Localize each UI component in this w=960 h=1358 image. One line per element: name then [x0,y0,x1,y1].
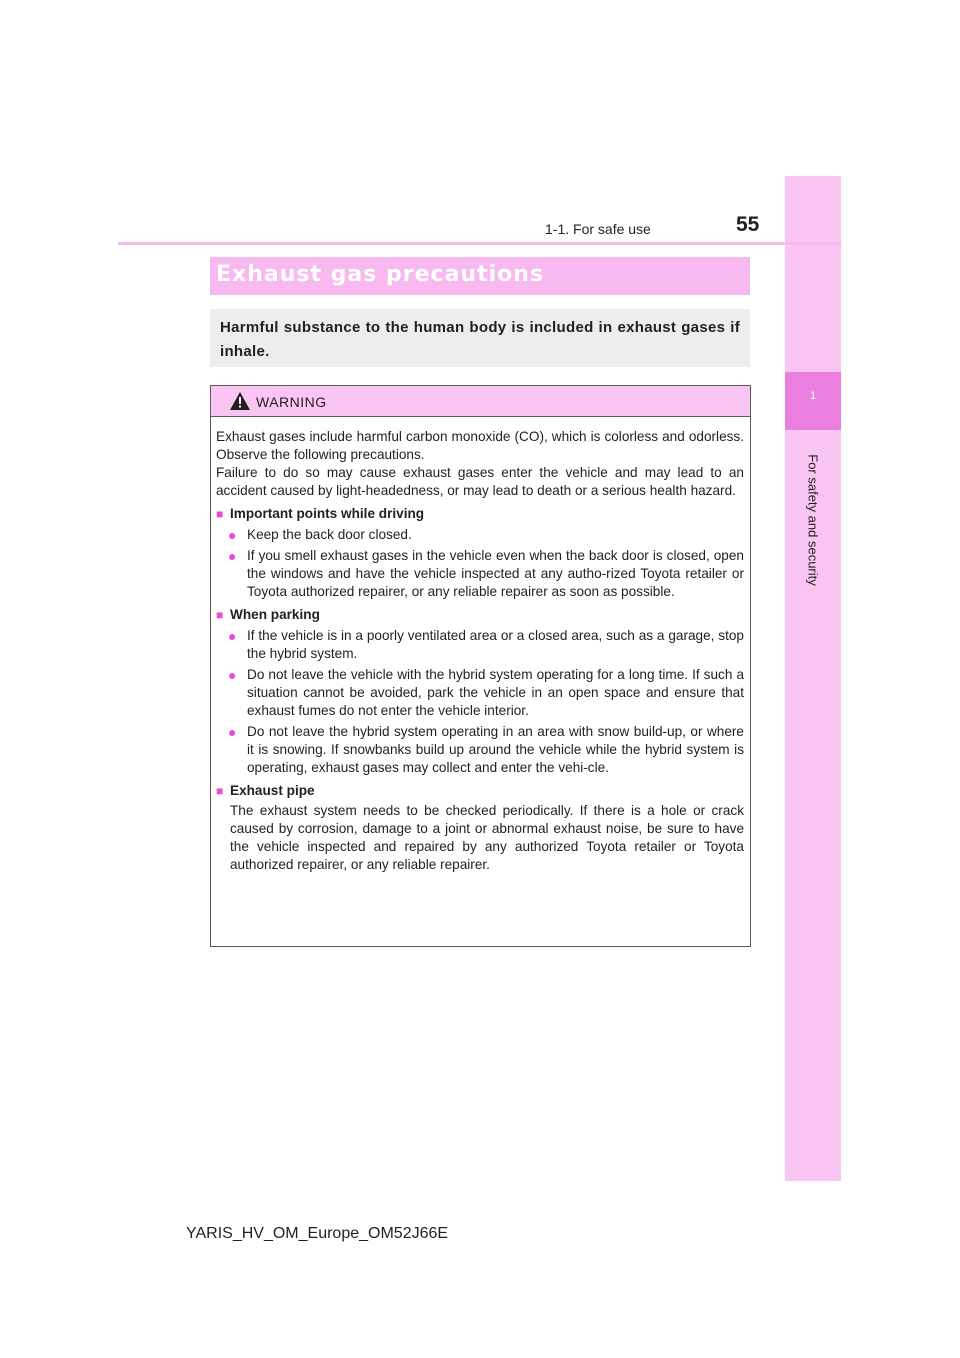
section-heading-text: Important points while driving [230,506,425,521]
section-heading-text: Exhaust pipe [230,783,315,798]
section-heading-text: When parking [230,607,320,622]
section-heading [216,782,744,800]
page-number: 55 [736,213,760,236]
page-title: Exhaust gas precautions [216,262,545,287]
chapter-side-tab [785,176,841,1181]
warning-paragraph: Exhaust gases include harmful carbon monoxide (CO), which is colorless and odorless. Observe the following precautions. [216,429,744,462]
round-bullet-icon: ● [228,527,237,543]
list-item [216,547,744,601]
warning-box [210,385,751,947]
list-item-text: Keep the back door closed. [247,527,412,542]
round-bullet-icon: ● [228,628,237,644]
list-item [216,723,744,777]
list-item-text: If the vehicle is in a poorly ventilated area or a closed area, such as a garage, stop the hybrid system. [247,628,744,661]
square-bullet-icon: ■ [216,507,224,521]
round-bullet-icon: ● [228,667,237,683]
section-text: The exhaust system needs to be checked periodically. If there is a hole or crack caused by corrosion, damage to a joint or abnormal exhaust noise, be sure to have the vehicle inspected and repaired by any authorized Toyota retailer or Toyota authorized repairer, or any reliable repairer. [230,803,744,872]
warning-label: WARNING [256,394,327,410]
list-item [216,666,744,720]
section-reference: 1-1. For safe use [545,221,651,237]
square-bullet-icon: ■ [216,608,224,622]
warning-header [211,386,750,417]
document-code-footer: YARIS_HV_OM_Europe_OM52J66E [186,1225,449,1242]
round-bullet-icon: ● [228,548,237,564]
section-heading [216,505,744,523]
list-item-text: If you smell exhaust gases in the vehicle even when the back door is closed, open the windows and have the vehicle inspected at any autho-rized Toyota retailer or Toyota authorized repairer, or any reliable repairer as soon as possible. [247,548,744,599]
intro-text: Harmful substance to the human body is included in exhaust gases if inhale. [220,319,740,360]
round-bullet-icon: ● [228,724,237,740]
chapter-label: For safety and security [805,454,821,586]
list-item [216,526,744,544]
warning-body [216,428,744,874]
list-item [216,627,744,663]
header-rule [118,242,841,245]
chapter-number: 1 [809,390,817,402]
square-bullet-icon: ■ [216,784,224,798]
list-item-text: Do not leave the hybrid system operating in an area with snow build-up, or where it is snowing. If snowbanks build up around the vehicle while the hybrid system is operating, exhaust gases may collect and enter the vehi-cle. [247,724,744,775]
section-heading [216,606,744,624]
warning-paragraph: Failure to do so may cause exhaust gases enter the vehicle and may lead to an accident caused by light-headedness, or may lead to death or a serious health hazard. [216,465,744,498]
list-item-text: Do not leave the vehicle with the hybrid system operating for a long time. If such a situation cannot be avoided, park the vehicle in an open space and ensure that exhaust fumes do not enter the vehicle interior. [247,667,744,718]
warning-triangle-icon [230,392,250,410]
